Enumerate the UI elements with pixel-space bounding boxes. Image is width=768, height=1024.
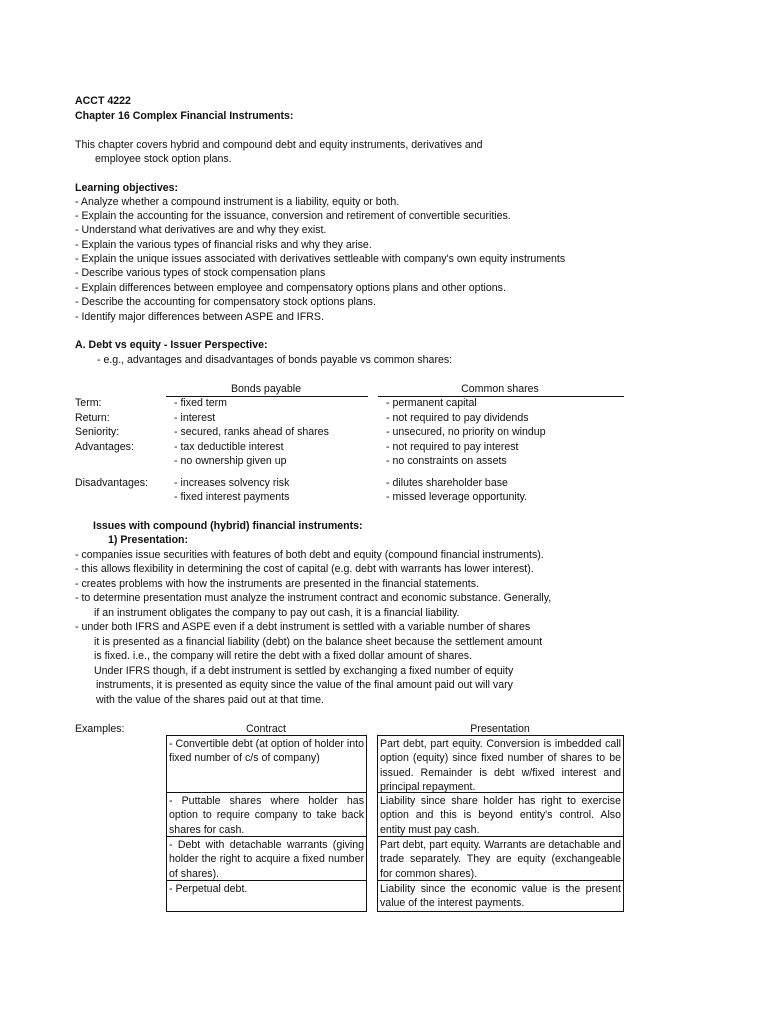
compare-bonds-cell: - increases solvency risk [174,477,290,489]
objective-item: - Explain the accounting for the issuance, conversion and retirement of convertible securities. [75,210,511,222]
compare-row-label: Disadvantages: [75,477,149,489]
course-code: ACCT 4222 [75,95,131,107]
objective-item: - Describe various types of stock compensation plans [75,267,326,279]
issues-line: - to determine presentation must analyze the instrument contract and economic substance. Generally, [75,592,552,604]
issues-line: is fixed. i.e., the company will retire the debt with a fixed dollar amount of shares. [94,650,473,662]
issues-line: - under both IFRS and ASPE even if a debt instrument is settled with a variable number of shares [75,621,531,633]
presentation-subheading: 1) Presentation: [108,534,189,546]
objective-item: - Describe the accounting for compensatory stock options plans. [75,296,376,308]
objectives-heading: Learning objectives: [75,182,179,194]
compare-shares-cell: - not required to pay dividends [386,412,529,424]
presentation-column-header: Presentation [470,723,530,735]
issues-line: - this allows flexibility in determining the cost of capital (e.g. debt with warrants has lower interest). [75,563,534,575]
compare-shares-cell: - not required to pay interest [386,441,519,453]
contract-cell: - Puttable shares where holder has option to require company to take back shares for cash. [166,792,367,837]
issues-line: with the value of the shares paid out at that time. [96,694,324,706]
compare-shares-cell: - permanent capital [386,397,477,409]
issues-line: instruments, it is presented as equity since the value of the final amount paid out will vary [96,679,513,691]
compare-shares-cell: - dilutes shareholder base [386,477,508,489]
presentation-cell: Part debt, part equity. Warrants are detachable and trade separately. They are equity (exchangeable for common shares). [377,836,624,881]
examples-label: Examples: [75,723,125,735]
contract-cell: - Convertible debt (at option of holder into fixed number of c/s of company) [166,735,367,793]
compare-bonds-cell: - fixed term [174,397,227,409]
presentation-cell: Liability since the economic value is the present value of the interest payments. [377,880,624,912]
compare-bonds-cell: - interest [174,412,216,424]
contract-cell: - Perpetual debt. [166,880,367,912]
objective-item: - Explain the unique issues associated with derivatives settleable with company's own equity instruments [75,253,566,265]
compare-row-label: Seniority: [75,426,120,438]
compare-bonds-cell: - no ownership given up [174,455,287,467]
compare-row-label: Return: [75,412,110,424]
bonds-column-header: Bonds payable [230,383,302,395]
chapter-title: Chapter 16 Complex Financial Instruments: [75,110,294,122]
presentation-cell: Part debt, part equity. Conversion is imbedded call option (equity) since fixed number of shares to be issued. Remainder is debt w/fixed interest and principal repayment. [377,735,624,793]
issues-line: Under IFRS though, if a debt instrument is settled by exchanging a fixed number of equity [94,665,514,677]
compare-shares-cell: - missed leverage opportunity. [386,491,528,503]
objective-item: - Analyze whether a compound instrument is a liability, equity or both. [75,196,400,208]
intro-line: This chapter covers hybrid and compound debt and equity instruments, derivatives and [75,139,483,151]
objective-item: - Understand what derivatives are and why they exist. [75,224,327,236]
compare-bonds-cell: - fixed interest payments [174,491,290,503]
intro-line: employee stock option plans. [95,153,232,165]
issues-line: if an instrument obligates the company to pay out cash, it is a financial liability. [94,607,460,619]
presentation-cell: Liability since share holder has right to exercise option and this is beyond entity's control. Also entity must pay cash. [377,792,624,837]
issues-line: - companies issue securities with features of both debt and equity (compound financial instruments). [75,549,544,561]
compare-shares-cell: - no constraints on assets [386,455,507,467]
objective-item: - Explain differences between employee and compensatory options plans and other options. [75,282,506,294]
compare-bonds-cell: - tax deductible interest [174,441,284,453]
compare-row-label: Advantages: [75,441,134,453]
section-a-heading: A. Debt vs equity - Issuer Perspective: [75,339,268,351]
contract-cell: - Debt with detachable warrants (giving holder the right to acquire a fixed number of shares). [166,836,367,881]
section-a-subheading: - e.g., advantages and disadvantages of bonds payable vs common shares: [97,354,453,366]
issues-line: it is presented as a financial liability (debt) on the balance sheet because the settlement amount [94,636,543,648]
compare-shares-cell: - unsecured, no priority on windup [386,426,546,438]
issues-line: - creates problems with how the instruments are presented in the financial statements. [75,578,479,590]
objective-item: - Explain the various types of financial risks and why they arise. [75,239,372,251]
issues-heading: Issues with compound (hybrid) financial instruments: [93,520,363,532]
objective-item: - Identify major differences between ASPE and IFRS. [75,311,324,323]
shares-column-header: Common shares [461,383,539,395]
compare-bonds-cell: - secured, ranks ahead of shares [174,426,329,438]
compare-row-label: Term: [75,397,102,409]
contract-column-header: Contract [245,723,287,735]
